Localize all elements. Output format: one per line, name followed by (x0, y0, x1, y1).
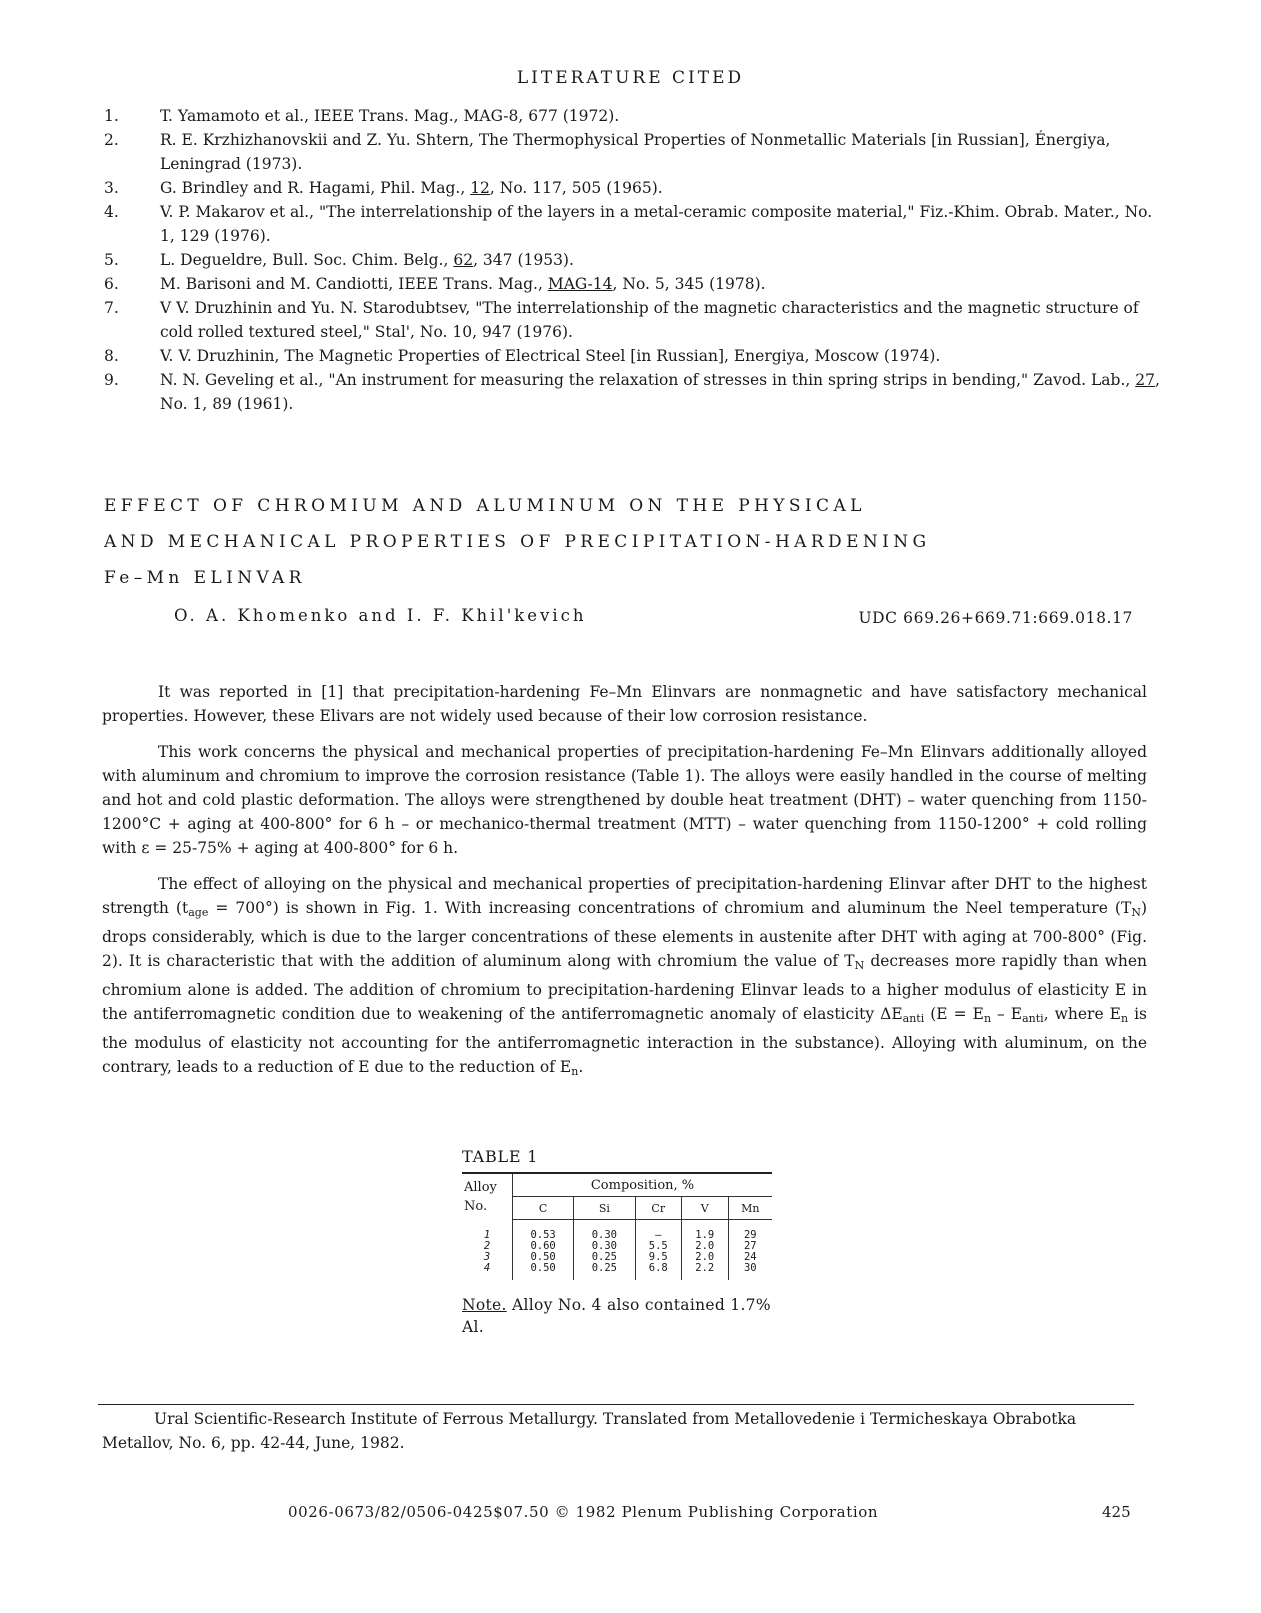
composition-value: 2.2 (695, 1262, 715, 1274)
composition-value: 5.5 (648, 1240, 668, 1252)
reference-number: 6. (104, 275, 119, 293)
udc-code: UDC 669.26+669.71:669.018.17 (858, 609, 1133, 627)
column-header: Mn (728, 1197, 772, 1220)
reference-text (160, 104, 1164, 128)
alloy-number: 4 (483, 1261, 491, 1274)
alloy-number: 3 (483, 1250, 491, 1263)
footnote-rule (98, 1404, 1134, 1405)
reference-item (104, 200, 1164, 248)
composition-value: 29 (743, 1229, 757, 1241)
subscript: anti (902, 1012, 925, 1025)
table-note (462, 1294, 774, 1338)
text-run: 12 (470, 179, 490, 197)
subscript: anti (1022, 1012, 1044, 1025)
composition-value: 2.0 (695, 1251, 715, 1263)
composition-value: 6.8 (648, 1262, 668, 1274)
reference-item (104, 296, 1164, 344)
value-cell (574, 1220, 635, 1281)
text-run: N. N. Geveling et al., "An instrument for measuring the relaxation of stresses in thin spring strips in bending," Zavod. Lab., (160, 371, 1136, 389)
reference-text (160, 344, 1164, 368)
text-run: T. Yamamoto et al., IEEE Trans. Mag., MAG-8, 677 (1972). (160, 107, 620, 125)
footer-code: 0026-0673/82/0506-0425$07.50 © 1982 Plenum Publishing Corporation (288, 1503, 879, 1521)
reference-number: 7. (104, 299, 119, 317)
reference-item (104, 368, 1164, 416)
text-run: , No. 1, 89 (1961). (160, 371, 1160, 413)
text-run: , No. 117, 505 (1965). (489, 179, 663, 197)
text-run: MAG-14 (547, 275, 613, 293)
reference-list (104, 104, 1164, 416)
text-run: G. Brindley and R. Hagami, Phil. Mag., (160, 179, 471, 197)
value-cell (513, 1220, 574, 1281)
composition-table (462, 1172, 772, 1280)
composition-value: 27 (743, 1240, 757, 1252)
composition-value: 1.9 (695, 1229, 715, 1241)
column-header: Si (574, 1197, 635, 1220)
text-run: V V. Druzhinin and Yu. N. Starodubtsev, "The interrelationship of the magnetic characteristics and the magnetic structure of cold rolled textured steel," Stal', No. 10, 947 (1976). (160, 299, 1139, 341)
alloy-number: 2 (483, 1239, 491, 1252)
text-run: V. P. Makarov et al., "The interrelationship of the layers in a metal-ceramic composite material," Fiz.-Khim. Obrab. Mater., No. 1, 129 (1976). (160, 203, 1153, 245)
text-run: (E = E (924, 1005, 984, 1023)
alloy-header-line: No. (464, 1198, 488, 1214)
text-run: M. Barisoni and M. Candiotti, IEEE Trans. Mag., (160, 275, 548, 293)
composition-value: 30 (743, 1262, 757, 1274)
column-header: V (682, 1197, 729, 1220)
text-run: 27 (1135, 371, 1155, 389)
reference-item (104, 272, 1164, 296)
text-run: This work concerns the physical and mechanical properties of precipitation-hardening Fe–Mn Elinvars additionally alloyed with aluminum and chromium to improve the corrosion resistance (Table 1). The alloys were easily handled in the course of melting and hot and cold plastic deformation. The alloys were strengthened by double heat treatment (DHT) – water quenching from 1150-1200°C + aging at 400-800° for 6 h – or mechanico-thermal treatment (MTT) – water quenching from 1150-1200° + cold rolling with ε = 25-75% + aging at 400-800° for 6 h. (102, 743, 1147, 857)
composition-value: 0.25 (591, 1262, 618, 1274)
value-cell (635, 1220, 682, 1281)
text-run: decreases more rapidly than when chromium alone is added. The addition of chromium to precipitation-hardening Elinvar leads to a higher modulus of elasticity E in the antiferromagnetic condition due to weakening of the antiferromagnetic anomaly of elasticity ΔE (102, 952, 1147, 1023)
value-cell (728, 1220, 772, 1281)
subscript: n (983, 1012, 992, 1025)
alloy-header (462, 1173, 513, 1220)
paragraph (102, 740, 1147, 860)
subscript: n (1120, 1012, 1129, 1025)
subscript: N (854, 959, 865, 972)
text-run: It was reported in [1] that precipitation-hardening Fe–Mn Elinvars are nonmagnetic and have satisfactory mechanical properties. However, these Elivars are not widely used because of their low corrosion resistance. (102, 683, 1147, 725)
title-line: AND MECHANICAL PROPERTIES OF PRECIPITATION-HARDENING (104, 532, 931, 552)
composition-value: — (655, 1229, 662, 1241)
composition-value: 0.30 (591, 1240, 618, 1252)
footnote (102, 1407, 1142, 1455)
reference-number: 1. (104, 107, 119, 125)
composition-value: 0.50 (530, 1251, 556, 1263)
table-row (462, 1220, 772, 1281)
text-run: , No. 5, 345 (1978). (612, 275, 766, 293)
alloy-header-line: Alloy (464, 1179, 497, 1195)
column-header: Cr (635, 1197, 682, 1220)
composition-value: 0.50 (530, 1262, 556, 1274)
reference-text (160, 368, 1164, 416)
reference-item (104, 344, 1164, 368)
footnote-text: Ural Scientific-Research Institute of Ferrous Metallurgy. Translated from Metallovedenie i Termicheskaya Obrabotka Metallov, No. 6, pp. 42-44, June, 1982. (102, 1410, 1077, 1452)
page-number: 425 (1102, 1503, 1131, 1521)
table-1 (462, 1147, 774, 1338)
literature-cited-heading: LITERATURE CITED (516, 68, 745, 88)
reference-text (160, 128, 1164, 176)
reference-text (160, 176, 1164, 200)
text-run: – E (991, 1005, 1023, 1023)
reference-number: 5. (104, 251, 119, 269)
reference-number: 8. (104, 347, 119, 365)
column-header: C (513, 1197, 574, 1220)
authors: O. A. Khomenko and I. F. Khil'kevich (174, 606, 587, 625)
note-label: Note. (462, 1296, 507, 1314)
paragraph (102, 680, 1147, 728)
subscript: n (571, 1065, 579, 1078)
title-line: EFFECT OF CHROMIUM AND ALUMINUM ON THE PHYSICAL (104, 496, 866, 516)
text-run: = 700°) is shown in Fig. 1. With increasing concentrations of chromium and aluminum the Neel temperature (T (208, 899, 1132, 917)
composition-value: 0.60 (530, 1240, 556, 1252)
reference-number: 4. (104, 203, 119, 221)
alloy-number-cell (462, 1220, 513, 1281)
reference-text (160, 296, 1164, 344)
title-line: Fe–Mn ELINVAR (104, 568, 306, 588)
text-run: 62 (453, 251, 474, 269)
reference-item (104, 128, 1164, 176)
text-run: V. V. Druzhinin, The Magnetic Properties of Electrical Steel [in Russian], Energiya, Moscow (1974). (160, 347, 941, 365)
reference-text (160, 248, 1164, 272)
alloy-number: 1 (483, 1228, 491, 1241)
composition-value: 24 (743, 1251, 757, 1263)
subscript: age (188, 906, 209, 919)
text-run: L. Degueldre, Bull. Soc. Chim. Belg., (160, 251, 454, 269)
composition-value: 2.0 (695, 1240, 715, 1252)
text-run: , where E (1043, 1005, 1121, 1023)
table-title: TABLE 1 (462, 1147, 539, 1166)
text-run: R. E. Krzhizhanovskii and Z. Yu. Shtern, The Thermophysical Properties of Nonmetallic Materials [in Russian], Énergiya, Leningrad (1973). (160, 131, 1111, 173)
text-run: is the modulus of elasticity not accounting for the antiferromagnetic interaction in the substance). Alloying with aluminum, on the contrary, leads to a reduction of E due to the reduction of E (102, 1005, 1147, 1076)
text-run: . (578, 1058, 584, 1076)
article-body (102, 680, 1147, 1096)
composition-value: 0.30 (591, 1229, 618, 1241)
reference-item (104, 248, 1164, 272)
value-cell (682, 1220, 729, 1281)
note-text: Alloy No. 4 also contained 1.7% Al. (462, 1296, 771, 1336)
composition-value: 9.5 (648, 1251, 668, 1263)
text-run: ) drops considerably, which is due to the larger concentrations of these elements in austenite after DHT with aging at 700-800° (Fig. 2). It is characteristic that with the addition of aluminum along with chromium the value of T (102, 899, 1147, 970)
composition-header: Composition, % (513, 1173, 773, 1197)
reference-text (160, 200, 1164, 248)
subscript: N (1131, 906, 1141, 919)
reference-item (104, 176, 1164, 200)
text-run: , 347 (1953). (473, 251, 574, 269)
reference-number: 3. (104, 179, 119, 197)
reference-number: 2. (104, 131, 119, 149)
reference-text (160, 272, 1164, 296)
reference-number: 9. (104, 371, 119, 389)
article-title (104, 488, 931, 596)
paragraph (102, 872, 1147, 1084)
reference-item (104, 104, 1164, 128)
composition-value: 0.25 (591, 1251, 618, 1263)
composition-value: 0.53 (530, 1229, 556, 1241)
text-run: The effect of alloying on the physical and mechanical properties of precipitation-hardening Elinvar after DHT to the highest strength (t (102, 875, 1147, 917)
